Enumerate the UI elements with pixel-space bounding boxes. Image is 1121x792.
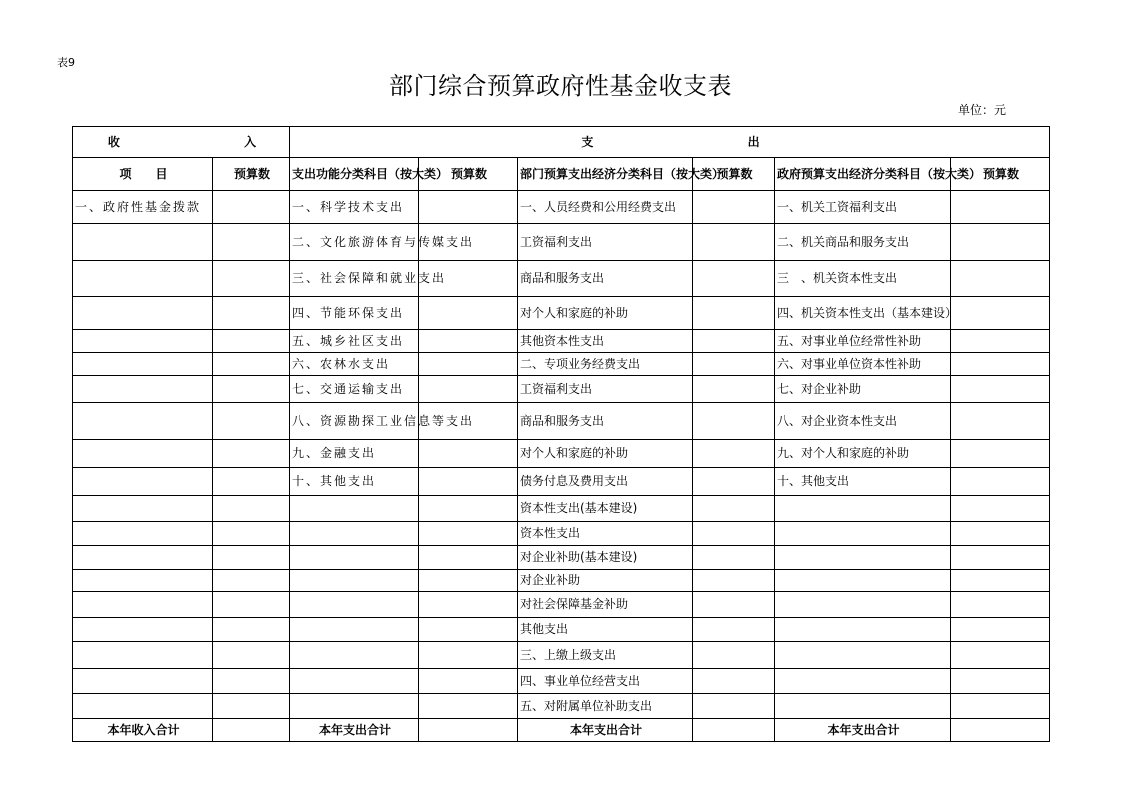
gov-econ-class-cell: 九、对个人和家庭的补助 — [775, 440, 951, 468]
income-item-cell: 一、政府性基金拨款 — [73, 191, 213, 224]
func-total-label: 本年支出合计 — [290, 719, 419, 742]
dept-budget-cell — [693, 618, 775, 642]
income-item-cell — [73, 570, 213, 592]
function-budget-cell — [419, 353, 518, 376]
gov-econ-class-cell — [775, 592, 951, 618]
income-budget-cell — [213, 496, 290, 522]
dept-econ-class-cell: 一、人员经费和公用经费支出 — [518, 191, 693, 224]
dept-budget-cell — [693, 297, 775, 330]
income-total-label: 本年收入合计 — [73, 719, 213, 742]
income-budget-cell — [213, 376, 290, 403]
income-item-cell — [73, 546, 213, 570]
function-budget-cell — [419, 191, 518, 224]
gov-econ-class-cell: 三 、机关资本性支出 — [775, 261, 951, 297]
table-row — [73, 297, 1050, 330]
gov-econ-class-cell — [775, 669, 951, 694]
table-row — [73, 376, 1050, 403]
function-class-cell: 一、科学技术支出 — [290, 191, 419, 224]
col-header-item: 项 目 — [73, 158, 213, 191]
function-class-cell: 二、文化旅游体育与传媒支出 — [290, 224, 419, 261]
dept-econ-class-cell: 资本性支出(基本建设) — [518, 496, 693, 522]
dept-econ-class-cell: 工资福利支出 — [518, 224, 693, 261]
function-budget-cell — [419, 376, 518, 403]
dept-budget-cell — [693, 496, 775, 522]
table-row — [73, 468, 1050, 496]
function-class-cell — [290, 618, 419, 642]
income-total-value — [213, 719, 290, 742]
gov-budget-cell — [951, 330, 1050, 353]
dept-budget-cell — [693, 570, 775, 592]
dept-econ-class-cell: 四、事业单位经营支出 — [518, 669, 693, 694]
income-item-cell — [73, 522, 213, 546]
dept-econ-class-cell: 资本性支出 — [518, 522, 693, 546]
gov-budget-cell — [951, 224, 1050, 261]
income-budget-cell — [213, 297, 290, 330]
dept-budget-cell — [693, 191, 775, 224]
table-row — [73, 440, 1050, 468]
function-class-cell — [290, 546, 419, 570]
income-header-char-2: 入 — [244, 134, 257, 149]
dept-budget-cell — [693, 694, 775, 719]
gov-budget-cell — [951, 669, 1050, 694]
dept-econ-class-cell: 其他支出 — [518, 618, 693, 642]
function-class-cell: 三、社会保障和就业支出 — [290, 261, 419, 297]
dept-budget-cell — [693, 353, 775, 376]
unit-label: 单位：元 — [958, 103, 1007, 117]
dept-budget-cell — [693, 642, 775, 669]
dept-econ-class-cell: 五、对附属单位补助支出 — [518, 694, 693, 719]
table-row — [73, 522, 1050, 546]
dept-econ-class-cell: 对个人和家庭的补助 — [518, 297, 693, 330]
gov-econ-class-cell: 一、机关工资福利支出 — [775, 191, 951, 224]
gov-budget-cell — [951, 297, 1050, 330]
gov-econ-class-cell — [775, 496, 951, 522]
income-budget-cell — [213, 669, 290, 694]
gov-econ-class-cell: 十、其他支出 — [775, 468, 951, 496]
function-budget-cell — [419, 592, 518, 618]
col-header-dept-econ-class: 部门预算支出经济分类科目（按大类） — [518, 158, 693, 191]
table-row — [73, 191, 1050, 224]
income-budget-cell — [213, 261, 290, 297]
dept-econ-class-cell: 对企业补助(基本建设) — [518, 546, 693, 570]
income-budget-cell — [213, 403, 290, 440]
gov-econ-class-cell: 二、机关商品和服务支出 — [775, 224, 951, 261]
gov-total-label: 本年支出合计 — [775, 719, 951, 742]
dept-econ-class-cell: 对企业补助 — [518, 570, 693, 592]
dept-econ-class-cell: 二、专项业务经费支出 — [518, 353, 693, 376]
gov-budget-cell — [951, 570, 1050, 592]
expense-section-header — [290, 127, 1050, 158]
gov-budget-cell — [951, 642, 1050, 669]
income-budget-cell — [213, 224, 290, 261]
income-item-cell — [73, 403, 213, 440]
function-budget-cell — [419, 694, 518, 719]
gov-budget-cell — [951, 468, 1050, 496]
income-budget-cell — [213, 522, 290, 546]
table-row — [73, 330, 1050, 353]
table-row — [73, 353, 1050, 376]
dept-total-value — [693, 719, 775, 742]
function-budget-cell — [419, 330, 518, 353]
income-budget-cell — [213, 546, 290, 570]
gov-budget-cell — [951, 618, 1050, 642]
gov-econ-class-cell — [775, 546, 951, 570]
table-row — [73, 592, 1050, 618]
table-row — [73, 694, 1050, 719]
gov-budget-cell — [951, 191, 1050, 224]
income-item-cell — [73, 261, 213, 297]
gov-econ-class-cell: 六、对事业单位资本性补助 — [775, 353, 951, 376]
income-item-cell — [73, 592, 213, 618]
function-class-cell — [290, 496, 419, 522]
function-budget-cell — [419, 642, 518, 669]
dept-budget-cell — [693, 546, 775, 570]
income-budget-cell — [213, 440, 290, 468]
function-class-cell: 九、金融支出 — [290, 440, 419, 468]
func-total-value — [419, 719, 518, 742]
table-row — [73, 224, 1050, 261]
col-header-budget-gov: 预算数 — [951, 158, 1050, 191]
table-row — [73, 496, 1050, 522]
table-row — [73, 618, 1050, 642]
income-item-cell — [73, 376, 213, 403]
col-header-budget-income: 预算数 — [213, 158, 290, 191]
function-class-cell: 四、节能环保支出 — [290, 297, 419, 330]
gov-budget-cell — [951, 522, 1050, 546]
function-class-cell — [290, 570, 419, 592]
table-row — [73, 642, 1050, 669]
function-class-cell: 七、交通运输支出 — [290, 376, 419, 403]
income-budget-cell — [213, 694, 290, 719]
function-budget-cell — [419, 570, 518, 592]
dept-econ-class-cell: 三、上缴上级支出 — [518, 642, 693, 669]
function-class-cell — [290, 642, 419, 669]
table-row — [73, 261, 1050, 297]
dept-budget-cell — [693, 376, 775, 403]
dept-budget-cell — [693, 261, 775, 297]
dept-econ-class-cell: 商品和服务支出 — [518, 403, 693, 440]
function-class-cell: 六、农林水支出 — [290, 353, 419, 376]
dept-budget-cell — [693, 592, 775, 618]
function-budget-cell — [419, 669, 518, 694]
income-budget-cell — [213, 330, 290, 353]
income-item-cell — [73, 642, 213, 669]
income-header-char-1: 收 — [107, 134, 120, 149]
table-row — [73, 546, 1050, 570]
gov-budget-cell — [951, 376, 1050, 403]
col-header-function-class: 支出功能分类科目（按大类） — [290, 158, 419, 191]
table-number-label: 表9 — [57, 56, 75, 69]
dept-budget-cell — [693, 669, 775, 694]
col-header-budget-dept: 预算数 — [693, 158, 775, 191]
gov-econ-class-cell — [775, 570, 951, 592]
budget-table — [72, 126, 1050, 742]
gov-econ-class-cell — [775, 642, 951, 669]
function-class-cell: 五、城乡社区支出 — [290, 330, 419, 353]
gov-budget-cell — [951, 546, 1050, 570]
expense-header-char-2: 出 — [747, 134, 760, 149]
dept-econ-class-cell: 其他资本性支出 — [518, 330, 693, 353]
gov-econ-class-cell — [775, 618, 951, 642]
dept-budget-cell — [693, 224, 775, 261]
function-class-cell — [290, 694, 419, 719]
income-item-cell — [73, 618, 213, 642]
income-item-cell — [73, 330, 213, 353]
function-class-cell: 十、其他支出 — [290, 468, 419, 496]
dept-econ-class-cell: 工资福利支出 — [518, 376, 693, 403]
gov-budget-cell — [951, 403, 1050, 440]
function-budget-cell — [419, 522, 518, 546]
income-item-cell — [73, 224, 213, 261]
gov-econ-class-cell — [775, 522, 951, 546]
function-class-cell: 八、资源勘探工业信息等支出 — [290, 403, 419, 440]
function-budget-cell — [419, 440, 518, 468]
income-section-header — [73, 127, 290, 158]
function-class-cell — [290, 592, 419, 618]
dept-budget-cell — [693, 330, 775, 353]
gov-econ-class-cell: 四、机关资本性支出（基本建设） — [775, 297, 951, 330]
function-budget-cell — [419, 546, 518, 570]
income-budget-cell — [213, 618, 290, 642]
gov-econ-class-cell — [775, 694, 951, 719]
gov-budget-cell — [951, 694, 1050, 719]
gov-budget-cell — [951, 353, 1050, 376]
col-header-budget-function: 预算数 — [419, 158, 518, 191]
dept-econ-class-cell: 对个人和家庭的补助 — [518, 440, 693, 468]
income-budget-cell — [213, 592, 290, 618]
function-class-cell — [290, 669, 419, 694]
income-budget-cell — [213, 353, 290, 376]
function-budget-cell — [419, 468, 518, 496]
gov-econ-class-cell: 七、对企业补助 — [775, 376, 951, 403]
gov-econ-class-cell: 五、对事业单位经常性补助 — [775, 330, 951, 353]
col-header-gov-econ-class: 政府预算支出经济分类科目（按大类） — [775, 158, 951, 191]
function-budget-cell — [419, 496, 518, 522]
income-item-cell — [73, 669, 213, 694]
table-row — [73, 403, 1050, 440]
income-item-cell — [73, 353, 213, 376]
dept-econ-class-cell: 债务付息及费用支出 — [518, 468, 693, 496]
table-row — [73, 669, 1050, 694]
dept-budget-cell — [693, 468, 775, 496]
income-item-cell — [73, 496, 213, 522]
dept-total-label: 本年支出合计 — [518, 719, 693, 742]
gov-econ-class-cell: 八、对企业资本性支出 — [775, 403, 951, 440]
dept-budget-cell — [693, 522, 775, 546]
dept-budget-cell — [693, 440, 775, 468]
function-budget-cell — [419, 297, 518, 330]
gov-budget-cell — [951, 440, 1050, 468]
income-budget-cell — [213, 642, 290, 669]
expense-header-char-1: 支 — [581, 134, 594, 149]
function-budget-cell — [419, 618, 518, 642]
income-budget-cell — [213, 191, 290, 224]
income-item-cell — [73, 440, 213, 468]
income-budget-cell — [213, 468, 290, 496]
function-class-cell — [290, 522, 419, 546]
gov-budget-cell — [951, 592, 1050, 618]
gov-total-value — [951, 719, 1050, 742]
gov-budget-cell — [951, 261, 1050, 297]
income-item-cell — [73, 297, 213, 330]
income-item-cell — [73, 468, 213, 496]
page-title: 部门综合预算政府性基金收支表 — [389, 72, 732, 100]
dept-econ-class-cell: 商品和服务支出 — [518, 261, 693, 297]
table-row — [73, 570, 1050, 592]
dept-econ-class-cell: 对社会保障基金补助 — [518, 592, 693, 618]
income-budget-cell — [213, 570, 290, 592]
gov-budget-cell — [951, 496, 1050, 522]
income-item-cell — [73, 694, 213, 719]
dept-budget-cell — [693, 403, 775, 440]
